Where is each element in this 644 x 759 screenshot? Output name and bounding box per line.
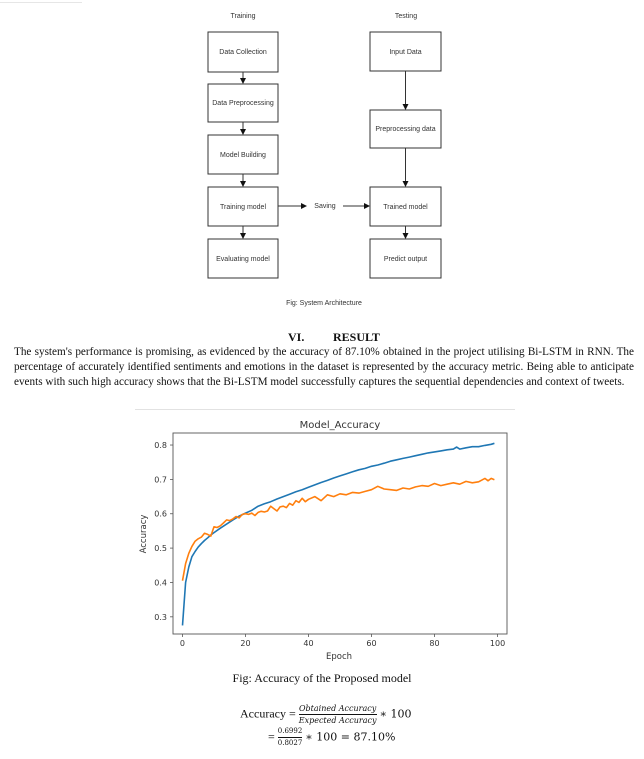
box-label: Data Preprocessing (212, 100, 274, 107)
box-label: Input Data (389, 49, 422, 56)
fraction-numerator: 0.6992 (278, 726, 303, 738)
box-label: Data Collection (219, 49, 267, 56)
y-tick-label: 0.8 (154, 441, 167, 451)
box-data-preprocessing (208, 84, 278, 122)
x-axis-ticks (180, 634, 505, 648)
chart-series (183, 443, 495, 625)
box-trained-model (370, 187, 441, 226)
equation-line2-prefix: = (268, 729, 275, 744)
box-label: Training model (219, 204, 267, 211)
section-number: VI. (288, 330, 305, 344)
training-header: Training (230, 13, 256, 20)
y-tick-label: 0.6 (154, 509, 167, 519)
box-label: Evaluating model (216, 256, 270, 263)
box-input-data (370, 32, 441, 71)
fraction-numerator: Obtained Accuracy (299, 704, 377, 713)
equation-line2-fraction (278, 726, 303, 749)
result-paragraph: The system's performance is promising, as evidenced by the accuracy of 87.10% obtained in the project utilising Bi-LSTM in RNN. The percentage of accurately identified sentiments and emotions in the dataset is represented by the accuracy metric. Being able to anticipate events with such high accuracy shows that the Bi-LSTM model successfully captures the sequential dependencies and context of tweets. (14, 346, 634, 389)
equation-line-2 (268, 726, 395, 749)
box-predict-output (370, 239, 441, 278)
equation-lhs: Accuracy = (240, 706, 296, 721)
training-column (208, 32, 278, 278)
fraction-denominator: 0.8027 (277, 739, 303, 747)
box-label: Preprocessing data (375, 126, 436, 133)
box-label: Trained model (383, 204, 428, 211)
figure-separator (135, 409, 515, 410)
y-tick-label: 0.3 (154, 612, 167, 622)
y-axis-ticks (154, 441, 173, 622)
box-label: Predict output (383, 256, 428, 263)
equation-line-1 (240, 703, 412, 726)
series-line-train (183, 443, 495, 625)
y-tick-label: 0.5 (154, 544, 167, 554)
x-tick-label: 80 (429, 639, 440, 648)
testing-column (370, 32, 441, 278)
equation-fraction (299, 703, 377, 726)
fraction-denominator: Expected Accuracy (298, 716, 377, 725)
box-evaluating-model (208, 239, 278, 278)
saving-label: Saving (314, 203, 336, 210)
x-tick-label: 100 (489, 639, 506, 648)
figure-caption: Fig: Accuracy of the Proposed model (232, 671, 412, 685)
box-label: Model Building (220, 152, 266, 159)
box-model-building (208, 135, 278, 174)
x-tick-label: 0 (179, 639, 185, 648)
diagram-caption: Fig: System Architecture (286, 300, 362, 307)
x-tick-label: 40 (303, 639, 314, 648)
series-line-validation (183, 478, 495, 580)
y-tick-label: 0.7 (154, 475, 167, 485)
equation-line2-result: ∗ 100 = 87.10% (305, 730, 396, 744)
y-tick-label: 0.4 (154, 578, 167, 588)
system-architecture-diagram (0, 0, 644, 320)
box-preprocessing-data (370, 110, 441, 148)
chart-axes-frame (173, 433, 507, 634)
section-title: RESULT (333, 330, 380, 344)
box-data-collection (208, 32, 278, 72)
x-tick-label: 20 (240, 639, 251, 648)
x-axis-label: Epoch (325, 652, 353, 662)
chart-title: Model_Accuracy (299, 420, 381, 431)
equation-multiplier: ∗ 100 (379, 707, 412, 721)
box-training-model (208, 187, 278, 226)
x-tick-label: 60 (366, 639, 377, 648)
testing-header: Testing (394, 13, 418, 20)
y-axis-label: Accuracy (139, 514, 149, 554)
